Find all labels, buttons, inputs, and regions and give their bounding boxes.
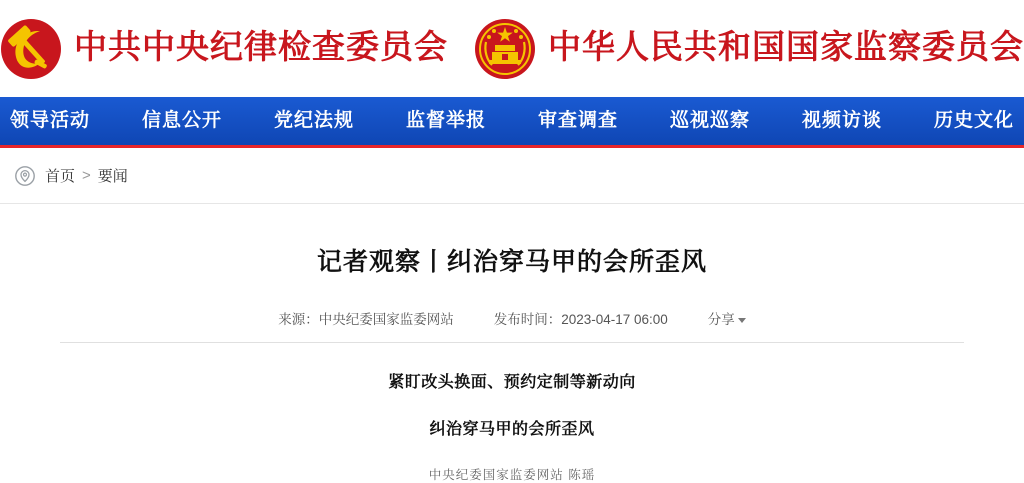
site-header: [0, 0, 1024, 97]
article-source-label: 来源：: [278, 312, 319, 327]
breadcrumb-home[interactable]: 首页: [45, 168, 76, 185]
nav-item-5[interactable]: 巡视巡察: [670, 110, 751, 131]
location-pin-icon: [14, 165, 36, 187]
breadcrumb: [0, 148, 1024, 204]
chevron-down-icon: [738, 318, 746, 323]
nav-item-0[interactable]: 领导活动: [9, 110, 90, 131]
nav-item-1[interactable]: 信息公开: [141, 110, 222, 131]
share-button[interactable]: [708, 308, 746, 328]
nav-item-6[interactable]: 视频访谈: [802, 110, 883, 131]
article-source-value: 中央纪委国家监委网站: [318, 312, 454, 327]
national-emblem-icon: [474, 18, 536, 80]
article-subhead-2: 纠治穿马甲的会所歪风: [429, 421, 595, 438]
page-title: 记者观察丨纠治穿马甲的会所歪风: [316, 249, 707, 276]
nav-item-7[interactable]: 历史文化: [934, 110, 1015, 131]
brand-nsc[interactable]: [474, 18, 1024, 80]
article-publish-label: 发布时间：: [493, 312, 562, 327]
breadcrumb-current[interactable]: 要闻: [97, 168, 128, 185]
cpc-emblem-icon: [0, 18, 62, 80]
nav-item-3[interactable]: 监督举报: [405, 110, 486, 131]
breadcrumb-separator: >: [82, 167, 91, 184]
brand-title-cpc: 中共中央纪律检查委员会: [74, 30, 448, 66]
share-label: 分享: [707, 312, 735, 327]
article-publish-time: [494, 308, 668, 328]
nav-item-4[interactable]: 审查调查: [538, 110, 619, 131]
main-nav: [0, 97, 1024, 148]
article-meta: [60, 308, 964, 343]
brand-title-nsc: 中华人民共和国国家监察委员会: [548, 30, 1024, 66]
article-source: [278, 308, 454, 328]
article-subhead-1: 紧盯改头换面、预约定制等新动向: [388, 374, 636, 391]
nav-item-2[interactable]: 党纪法规: [273, 110, 354, 131]
article-byline: 中央纪委国家监委网站 陈瑶: [428, 468, 596, 482]
article-publish-value: 2023-04-17 06:00: [561, 312, 668, 327]
brand-cpc[interactable]: [0, 18, 448, 80]
